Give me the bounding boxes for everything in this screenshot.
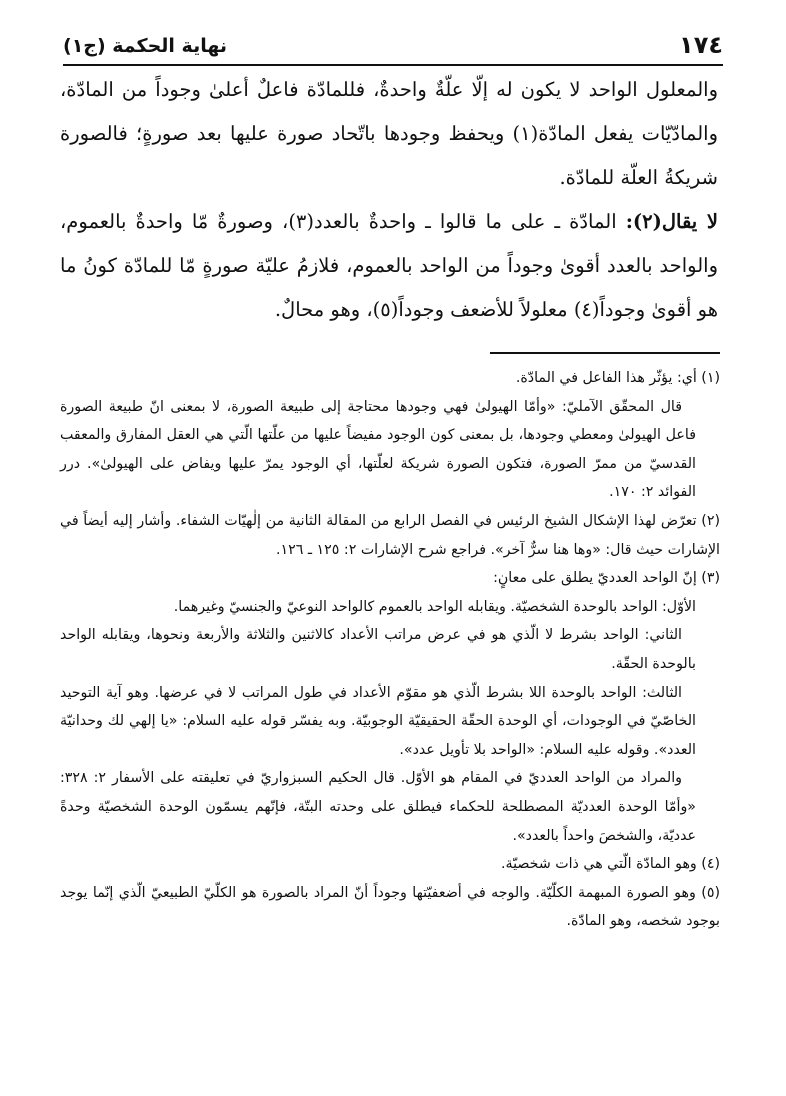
- objection-lead: لا يقال(٢):: [625, 210, 718, 233]
- main-paragraph-2: [60, 200, 718, 332]
- footnote-4: (٤) وهو المادّة الّتي هي ذات شخصيّة.: [500, 856, 720, 873]
- footnote-3: (٣) إنّ الواحد العدديّ يطلق على معانٍ:: [493, 570, 720, 587]
- running-title: نهاية الحكمة (ج١): [63, 35, 228, 57]
- footnote-3-third: الثالث: الواحد بالوحدة اللا بشرط الّذي هو مقوّم الأعداد في طول المراتب لا في عرضها. وهو آية التوحيد الخاصّيّ في الوجودات، أي الوحدة الحقّة الحقيقيّة الوجوبيّة. وبه يفسّر قوله عليه السلام: «يا إلهي لك وحدانيّة العدد». وقوله عليه السلام: «الواحد بلا تأويل عدد».: [60, 684, 696, 758]
- footnote-1: (١) أي: يؤثّر هذا الفاعل في المادّة.: [515, 370, 720, 386]
- footnote-2: (٢) تعرّض لهذا الإشكال الشيخ الرئيس في الفصل الرابع من المقالة الثانية من إلٰهيّات الشفاء. وأشار إليه أيضاً في الإشارات حيث قال: «وها هنا سرٌّ آخر». فراجع شرح الإشارات ٢: ١٢٥ ـ ١٢٦.: [60, 512, 720, 558]
- main-paragraph-1: والمعلول الواحد لا يكون له إلّا علّةٌ واحدةٌ، فللمادّة فاعلٌ أعلىٰ وجوداً من المادّة، والمادّيّات يفعل المادّة(١) ويحفظ وجودها باتّحاد صورة عليها بعد صورةٍ؛ فالصورة شريكةُ العلّة للمادّة.: [60, 78, 718, 189]
- objection-text: المادّة ـ على ما قالوا ـ واحدةٌ بالعدد(٣)، وصورةٌ مّا واحدةٌ بالعموم، والواحد بالعدد أقوىٰ وجوداً من الواحد بالعموم، فلازمُ عليّة صورةٍ مّا للمادّة كونُ ما هو أقوىٰ وجوداً(٤) معلولاً للأضعف وجوداً(٥)، وهو محالٌ.: [60, 210, 718, 321]
- footnotes: [60, 364, 720, 936]
- footnote-separator: [490, 352, 720, 354]
- footnote-1-note: قال المحقّق الآمليّ: «وأمّا الهيولىٰ فهي وجودها محتاجة إلى طبيعة الصورة، لا بمعنى انّ طبيعة الصورة فاعل الهيولىٰ ومعطي وجودها، بل بمعنى كون الوجود مفيضاً عليها من علّتها الّتي هي العقل المفارق والمعقب القدسيّ من ممرّ الصورة، فتكون الصورة شريكة لعلّتها، أي الوجود يمرّ عليها ويفاض على الهيولىٰ». درر الفوائد ٢: ١٧٠.: [60, 398, 696, 501]
- page-number: ١٧٤: [679, 31, 723, 59]
- footnote-3-note: والمراد من الواحد العدديّ في المقام هو الأوّل. قال الحكيم السبزواريّ في تعليقته على الأسفار ٢: ٣٢٨: «وأمّا الوحدة العدديّة المصطلحة للحكماء فيطلق على وحدته البتّة، فإنّهم يسمّون الوحدة الشخصيّة وحدةً عدديّة، والشخصَ واحداً بالعدد».: [60, 770, 696, 844]
- footnote-5: (٥) وهو الصورة المبهمة الكلّيّة. والوجه في أضعفيّتها وجوداً أنّ المراد بالصورة هو الكلّيّ الطبيعيّ الّذي إنّما يوجد بوجود شخصه، وهو المادّة.: [60, 884, 720, 930]
- footnote-3-first: الأوّل: الواحد بالوحدة الشخصيّة. ويقابله الواحد بالعموم كالواحد النوعيّ والجنسيّ وغيرهما.: [173, 598, 696, 615]
- page-header: [63, 30, 723, 66]
- footnote-3-second: الثاني: الواحد بشرط لا الّذي هو في عرض مراتب الأعداد كالاثنين والثلاثة والأربعة ونحوها، ويقابله الواحد بالوحدة الحقّة.: [60, 627, 696, 672]
- main-text: [60, 68, 718, 332]
